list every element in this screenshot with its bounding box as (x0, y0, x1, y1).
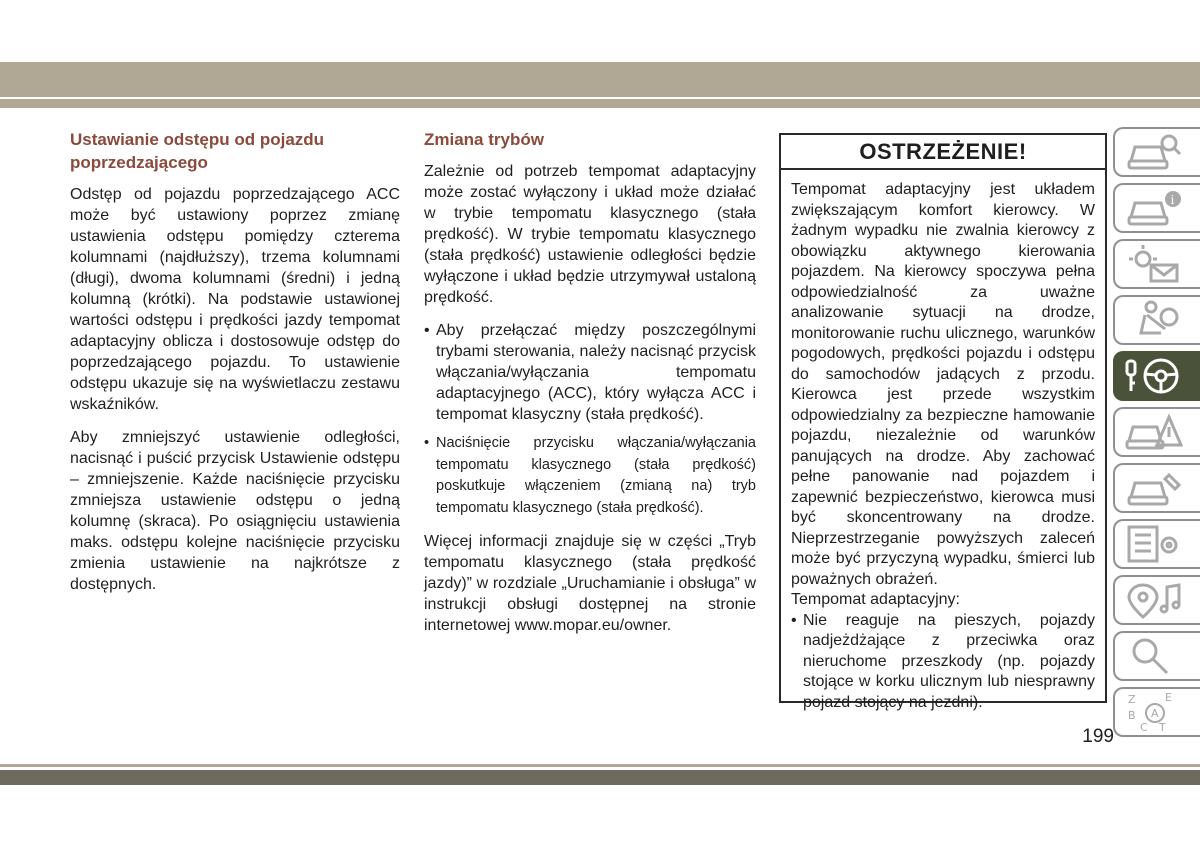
column-left (70, 128, 400, 607)
index-letter: T (1159, 721, 1166, 733)
bottom-footer-band (0, 770, 1200, 785)
tab-car-search[interactable] (1113, 127, 1200, 177)
paragraph: Aby zmniejszyć ustawienie odległości, nacisnąć i puścić przycisk Ustawienie odstępu – zmniejszenie. Każde naciśnięcie przycisku zmniejsza ustawienie odstępu o jedną kolumnę (skraca). Po osiągnięciu ustawienia maks. odstępu kolejne naciśnięcie przycisku zmienia ustawienie na najkrótsze z dostępnych. (70, 429, 400, 593)
warning-light-message-icon (1125, 243, 1183, 285)
tab-emergency[interactable] (1113, 407, 1200, 457)
tab-search[interactable] (1113, 631, 1200, 681)
bottom-footer-line (0, 764, 1200, 767)
warning-title: OSTRZEŻENIE! (781, 135, 1105, 170)
tab-airbag-seat[interactable] (1113, 295, 1200, 345)
index-letter: Z (1128, 693, 1136, 706)
warning-paragraph: Tempomat adaptacyjny jest układem zwiększającym komfort kierowcy. W żadnym wypadku nie zwalnia kierowcy z obowiązku aktywnego kierowania pojazdem. Na kierowcy spoczywa pełna odpowiedzialność za uważne analizowanie sytuacji na drodze, monitorowanie ruchu ulicznego, warunków pogodowych, prędkości pojazdu i odstępu do samochodów jadących z przodu. Kierowca jest przede wszystkim odpowiedzialny za bezpieczne hamowanie pojazdu, niezależnie od warunków panujących na drodze. Aby zachować pełne panowanie nad pojazdem i zapewnić bezpieczeństwo, kierowca musi być skoncentrowany na drodze. Nieprzestrzeganie powyższych zaleceń może być przyczyną wypadku, śmierci lub poważnych obrażeń. (791, 181, 1095, 588)
tab-alphabetical-index[interactable] (1113, 687, 1200, 737)
top-header-band (0, 62, 1200, 97)
car-info-icon (1125, 187, 1183, 229)
paragraph: Więcej informacji znajduje się w części „Tryb tempomatu klasycznego (stała prędkość jazdy)” w rozdziale „Uruchamianie i obsługa” w instrukcji obsługi dostępnej na stronie internetowej www.mopar.eu/owner. (424, 533, 756, 634)
section-heading-modes: Zmiana trybów (424, 130, 544, 149)
car-search-icon (1125, 131, 1183, 173)
music-gps-icon (1125, 579, 1183, 621)
tab-technical-data[interactable] (1113, 519, 1200, 569)
key-steering-wheel-icon (1125, 355, 1183, 397)
svg-text:i: i (1170, 193, 1175, 207)
top-header-stripe (0, 99, 1200, 108)
index-letter: B (1128, 709, 1136, 722)
tab-car-info[interactable] (1113, 183, 1200, 233)
paragraph: Odstęp od pojazdu poprzedzającego ACC może być ustawiony poprzez zmianę ustawienia odstępu pomiędzy czterema kolumnami (najdłuższy), trzema kolumnami (długi), dwoma kolumnami (średni) i jedną kolumną (krótki). Na podstawie ustawionej wartości odstępu i prędkości jazdy tempomat adaptacyjny oblicza i dostosowuje odstęp do poprzedzającego pojazdu. To ustawienie odstępu ukazuje się na wyświetlaczu zestawu wskaźników. (70, 186, 400, 413)
tab-starting-driving[interactable] (1113, 351, 1200, 401)
index-letter: C (1140, 721, 1148, 733)
tab-service[interactable] (1113, 463, 1200, 513)
list-item: • Nie reaguje na pieszych, pojazdy nadjeżdżające z przeciwka oraz nieruchome przeszkody (np. pojazdy stojące w korku ulicznym lub niesprawny pojazd stojący na jezdni). (791, 611, 1095, 714)
car-service-icon (1125, 467, 1183, 509)
list-item: • Naciśnięcie przycisku włączania/wyłączania tempomatu klasycznego (stała prędkość) poskutkuje włączeniem (zmianą na) tryb tempomatu klasycznego (stała prędkość). (424, 433, 756, 519)
alphabet-index-icon (1125, 691, 1183, 733)
warning-box (779, 133, 1107, 711)
paragraph: Zależnie od potrzeb tempomat adaptacyjny może zostać wyłączony i układ może działać w trybie tempomatu klasycznego (stała prędkość). W trybie tempomatu klasycznego (stała prędkość) ustawienie odległości będzie wyłączone i układ będzie utrzymywał ustaloną prędkość. (424, 163, 756, 306)
index-letter: A (1151, 707, 1159, 720)
list-item: • Aby przełączać między poszczególnymi trybami sterowania, należy nacisnąć przycisk włączania/wyłączania tempomatu adaptacyjnego (ACC), który wyłącza ACC i tempomat klasyczny (stała prędkość). (424, 320, 756, 425)
column-middle (424, 128, 756, 648)
tab-warning-lights[interactable] (1113, 239, 1200, 289)
warning-body (781, 170, 1105, 713)
bullet-list (424, 320, 756, 519)
settings-list-icon (1125, 523, 1183, 565)
warning-bullet-list (791, 611, 1095, 714)
tab-multimedia[interactable] (1113, 575, 1200, 625)
car-hazard-triangle-icon (1125, 411, 1183, 453)
section-heading-distance: Ustawianie odstępu od pojazdu poprzedzającego (70, 130, 325, 172)
warning-subheading: Tempomat adaptacyjny: (791, 591, 960, 608)
magnifier-icon (1125, 635, 1183, 677)
airbag-seat-icon (1125, 299, 1183, 341)
page-number: 199 (1082, 726, 1114, 747)
index-letter: E (1165, 691, 1172, 704)
